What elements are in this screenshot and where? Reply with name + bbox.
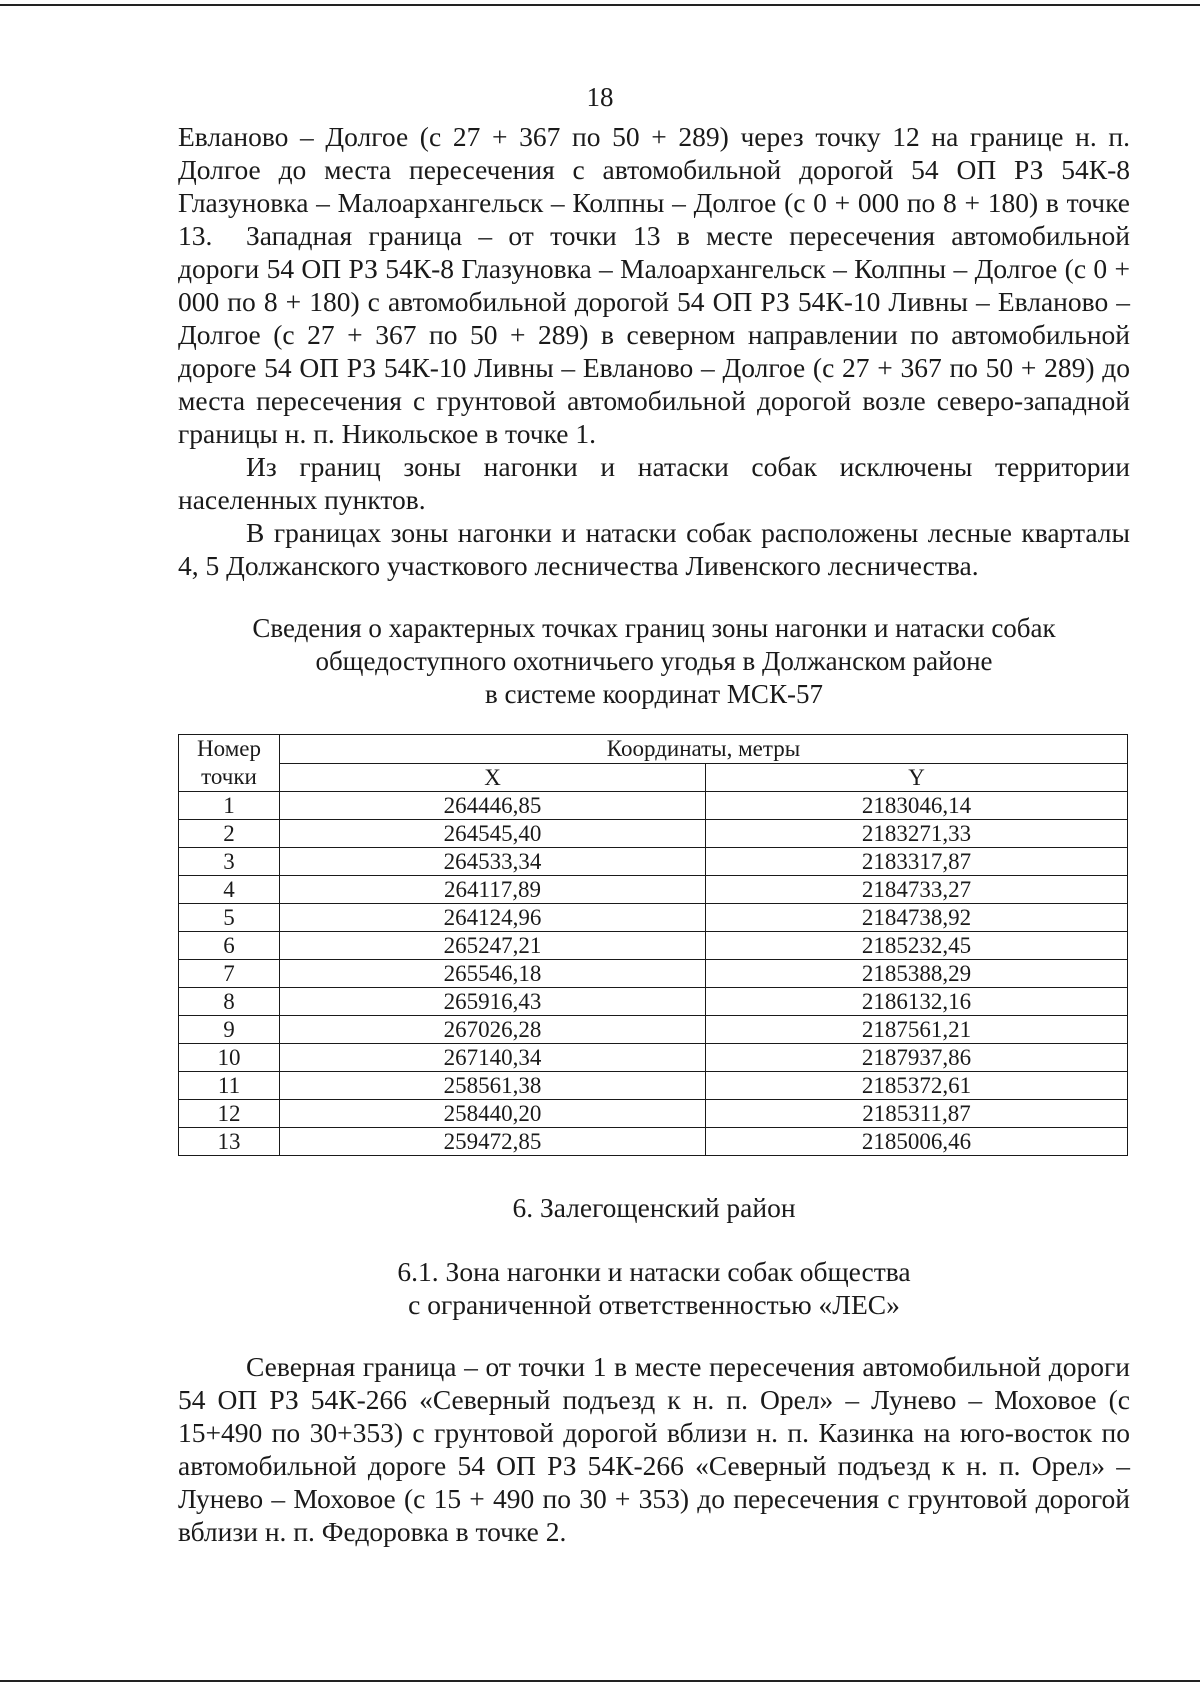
paragraph-east-boundary-end: Евланово – Долгое (с 27 + 367 по 50 + 289) через точку 12 на границе н. п. Долгое до места пересечения с автомобильной дорогой 54 ОП РЗ 54К-8 Глазуновка – Малоархангельск – Колпны – Долгое (с 0 + 000 по 8 + 180) в точке 13. xyxy=(178,121,1130,251)
cell-x: 264124,96 xyxy=(280,904,706,932)
cell-point-number: 13 xyxy=(179,1128,280,1156)
cell-point-number: 11 xyxy=(179,1072,280,1100)
header-coordinates: Координаты, метры xyxy=(280,735,1128,764)
table-row xyxy=(179,876,1128,904)
table-row xyxy=(179,904,1128,932)
cell-y: 2185388,29 xyxy=(706,960,1128,988)
paragraph-forest-quarters: В границах зоны нагонки и натаски собак расположены лесные кварталы 4, 5 Должанского участкового лесничества Ливенского лесничества. xyxy=(178,517,1130,581)
cell-point-number: 3 xyxy=(179,848,280,876)
cell-y: 2184733,27 xyxy=(706,876,1128,904)
cell-x: 265546,18 xyxy=(280,960,706,988)
cell-y: 2185006,46 xyxy=(706,1128,1128,1156)
subsection-title-line-1: 6.1. Зона нагонки и натаски собак общества xyxy=(397,1256,911,1287)
cell-y: 2185311,87 xyxy=(706,1100,1128,1128)
coordinates-table xyxy=(178,734,1128,1156)
cell-y: 2183271,33 xyxy=(706,820,1128,848)
paragraph-north-boundary: Северная граница – от точки 1 в месте пересечения автомобильной дороги 54 ОП РЗ 54К-266 «Северный подъезд к н. п. Орел» – Лунево – Моховое (с 15+490 по 30+353) с грунтовой дорогой вблизи н. п. Казинка на юго-восток по автомобильной дороге 54 ОП РЗ 54К-266 «Северный подъезд к н. п. Орел» – Лунево – Моховое (с 15 + 490 по 30 + 353) до пересечения с грунтовой дорогой вблизи н. п. Федоровка в точке 2. xyxy=(178,1351,1130,1547)
section-title: 6. Залегощенский район xyxy=(512,1192,796,1223)
cell-point-number: 9 xyxy=(179,1016,280,1044)
header-x: X xyxy=(280,763,706,792)
paragraph-excluded-territories: Из границ зоны нагонки и натаски собак исключены территории населенных пунктов. xyxy=(178,451,1130,515)
cell-x: 265916,43 xyxy=(280,988,706,1016)
header-y: Y xyxy=(706,763,1128,792)
cell-point-number: 1 xyxy=(179,792,280,820)
cell-y: 2183046,14 xyxy=(706,792,1128,820)
cell-x: 267140,34 xyxy=(280,1044,706,1072)
cell-x: 267026,28 xyxy=(280,1016,706,1044)
table-row xyxy=(179,960,1128,988)
cell-y: 2183317,87 xyxy=(706,848,1128,876)
cell-point-number: 6 xyxy=(179,932,280,960)
cell-point-number: 10 xyxy=(179,1044,280,1072)
table-caption-line-2: общедоступного охотничьего угодья в Должанском районе xyxy=(315,646,993,676)
cell-y: 2187561,21 xyxy=(706,1016,1128,1044)
cell-y: 2184738,92 xyxy=(706,904,1128,932)
table-row xyxy=(179,988,1128,1016)
cell-x: 264533,34 xyxy=(280,848,706,876)
cell-y: 2185372,61 xyxy=(706,1072,1128,1100)
table-row xyxy=(179,1100,1128,1128)
table-row xyxy=(179,1072,1128,1100)
header-point-line-1: Номер xyxy=(197,736,261,761)
cell-point-number: 12 xyxy=(179,1100,280,1128)
bottom-border-line xyxy=(0,1680,1200,1682)
cell-x: 258561,38 xyxy=(280,1072,706,1100)
cell-point-number: 2 xyxy=(179,820,280,848)
cell-point-number: 4 xyxy=(179,876,280,904)
cell-x: 264117,89 xyxy=(280,876,706,904)
table-caption-line-1: Сведения о характерных точках границ зоны нагонки и натаски собак xyxy=(252,613,1056,643)
coordinates-table-body xyxy=(179,792,1128,1156)
cell-x: 264446,85 xyxy=(280,792,706,820)
cell-y: 2186132,16 xyxy=(706,988,1128,1016)
header-point-number xyxy=(179,735,280,792)
cell-y: 2187937,86 xyxy=(706,1044,1128,1072)
cell-y: 2185232,45 xyxy=(706,932,1128,960)
cell-x: 264545,40 xyxy=(280,820,706,848)
cell-point-number: 5 xyxy=(179,904,280,932)
header-point-line-2: точки xyxy=(201,764,257,789)
subsection-title-line-2: с ограниченной ответственностью «ЛЕС» xyxy=(408,1289,900,1320)
table-row xyxy=(179,792,1128,820)
top-border-line xyxy=(0,4,1200,6)
table-row xyxy=(179,932,1128,960)
table-caption-line-3: в системе координат МСК-57 xyxy=(485,679,823,709)
page-number: 18 xyxy=(586,82,614,112)
table-row xyxy=(179,1128,1128,1156)
cell-x: 259472,85 xyxy=(280,1128,706,1156)
cell-point-number: 7 xyxy=(179,960,280,988)
paragraph-west-boundary: Западная граница – от точки 13 в месте пересечения автомобильной дороги 54 ОП РЗ 54К-8 Глазуновка – Малоархангельск – Колпны – Долгое (с 0 + 000 по 8 + 180) с автомобильной дорогой 54 ОП РЗ 54К-10 Ливны – Евланово – Долгое (с 27 + 367 по 50 + 289) в северном направлении по автомобильной дороге 54 ОП РЗ 54К-10 Ливны – Евланово – Долгое (с 27 + 367 по 50 + 289) до места пересечения с грунтовой автомобильной дорогой возле северо-западной границы н. п. Никольское в точке 1. xyxy=(178,220,1130,449)
table-row xyxy=(179,848,1128,876)
table-row xyxy=(179,1016,1128,1044)
cell-x: 258440,20 xyxy=(280,1100,706,1128)
table-row xyxy=(179,820,1128,848)
table-row xyxy=(179,1044,1128,1072)
cell-point-number: 8 xyxy=(179,988,280,1016)
cell-x: 265247,21 xyxy=(280,932,706,960)
